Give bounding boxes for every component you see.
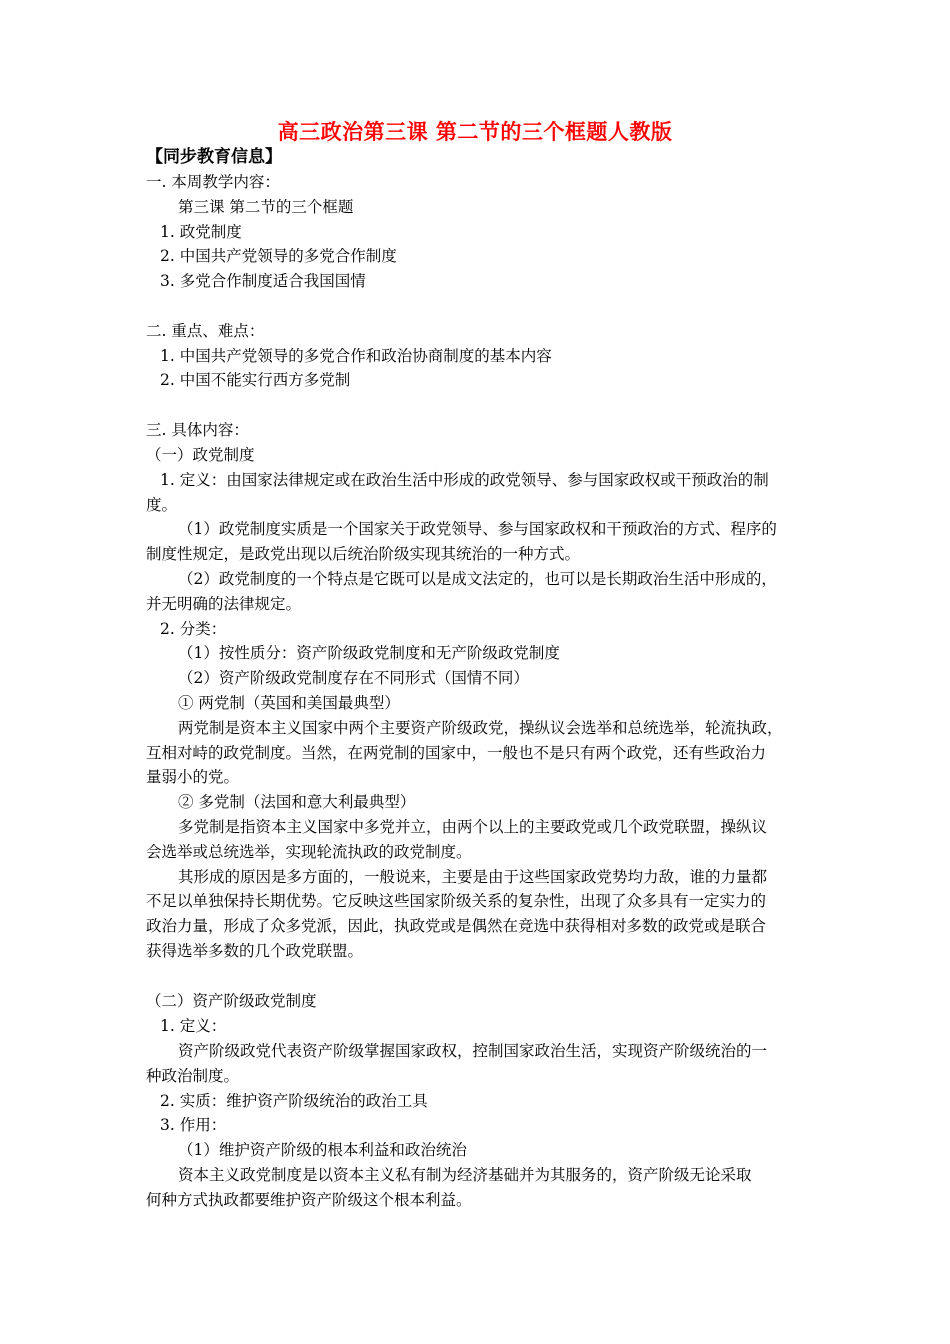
text-line: 多党制是指资本主义国家中多党并立，由两个以上的主要政党或几个政党联盟，操纵议 xyxy=(178,818,768,836)
text-line: （2）资产阶级政党制度存在不同形式（国情不同） xyxy=(178,669,529,687)
text-line: 量弱小的党。 xyxy=(146,768,240,786)
text-line: （2）政党制度的一个特点是它既可以是成文法定的，也可以是长期政治生活中形成的， xyxy=(178,570,777,588)
text-line: 资本主义政党制度是以资本主义私有制为经济基础并为其服务的，资产阶级无论采取 xyxy=(178,1166,752,1184)
document-title: 高三政治第三课 第二节的三个框题人教版 xyxy=(277,119,673,144)
text-line: （1）按性质分：资产阶级政党制度和无产阶级政党制度 xyxy=(178,644,560,662)
text-line: 其形成的原因是多方面的，一般说来，主要是由于这些国家政党势均力敌，谁的力量都 xyxy=(178,868,768,886)
text-line: 一. 本周教学内容： xyxy=(146,173,280,191)
text-line: 1. 定义：由国家法律规定或在政治生活中形成的政党领导、参与国家政权或干预政治的制 xyxy=(160,471,769,489)
text-line: 三. 具体内容： xyxy=(146,421,249,439)
text-line: 政治力量，形成了众多党派，因此，执政党或是偶然在竞选中获得相对多数的政党或是联合 xyxy=(146,917,767,935)
text-line: 3. 作用： xyxy=(160,1116,227,1134)
text-line: 第三课 第二节的三个框题 xyxy=(178,198,354,216)
text-line: （1）维护资产阶级的根本利益和政治统治 xyxy=(178,1141,467,1159)
text-line: ② 多党制（法国和意大利最典型） xyxy=(178,793,416,811)
text-line: 2. 分类： xyxy=(160,620,227,638)
text-line: 资产阶级政党代表资产阶级掌握国家政权，控制国家政治生活，实现资产阶级统治的一 xyxy=(178,1042,768,1060)
text-line: 1. 定义： xyxy=(160,1017,227,1035)
text-line: 2. 中国共产党领导的多党合作制度 xyxy=(160,247,397,265)
text-line: 制度性规定，是政党出现以后统治阶级实现其统治的一种方式。 xyxy=(146,545,581,563)
text-line: 互相对峙的政党制度。当然，在两党制的国家中，一般也不是只有两个政党，还有些政治力 xyxy=(146,744,767,762)
text-line: 2. 中国不能实行西方多党制 xyxy=(160,371,351,389)
text-line: 会选举或总统选举，实现轮流执政的政党制度。 xyxy=(146,843,472,861)
text-line: 2. 实质：维护资产阶级统治的政治工具 xyxy=(160,1092,428,1110)
text-line: 两党制是资本主义国家中两个主要资产阶级政党，操纵议会选举和总统选举，轮流执政， xyxy=(178,719,783,737)
text-line: （一）政党制度 xyxy=(146,446,255,464)
text-line: （二）资产阶级政党制度 xyxy=(146,992,317,1010)
text-line: 1. 中国共产党领导的多党合作和政治协商制度的基本内容 xyxy=(160,347,552,365)
text-line: 3. 多党合作制度适合我国国情 xyxy=(160,272,366,290)
text-line: （1）政党制度实质是一个国家关于政党领导、参与国家政权和干预政治的方式、程序的 xyxy=(178,520,777,538)
text-line: 何种方式执政都要维护资产阶级这个根本利益。 xyxy=(146,1191,472,1209)
text-line: 种政治制度。 xyxy=(146,1067,240,1085)
section-header: 【同步教育信息】 xyxy=(146,147,282,167)
text-line: 度。 xyxy=(146,496,178,514)
text-line: 1. 政党制度 xyxy=(160,223,242,241)
text-line: 并无明确的法律规定。 xyxy=(146,595,302,613)
text-line: 不足以单独保持长期优势。它反映这些国家阶级关系的复杂性，出现了众多具有一定实力的 xyxy=(146,892,767,910)
text-line: 获得选举多数的几个政党联盟。 xyxy=(146,942,364,960)
text-line: ① 两党制（英国和美国最典型） xyxy=(178,694,400,712)
text-line: 二. 重点、难点： xyxy=(146,322,265,340)
